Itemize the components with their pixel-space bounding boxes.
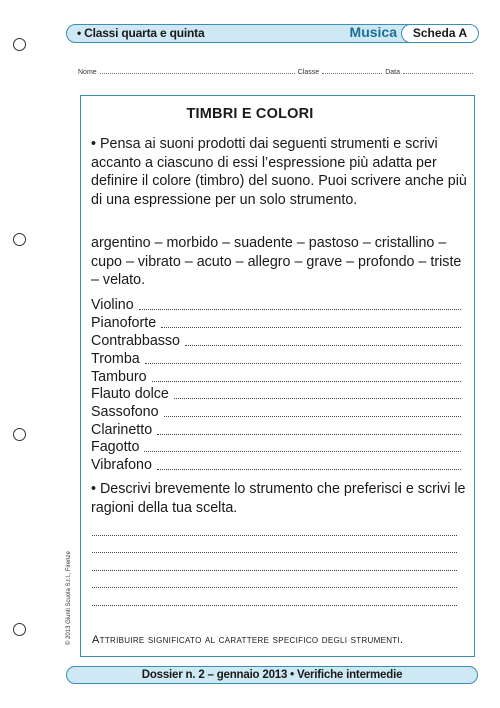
answer-line[interactable] [185, 345, 461, 346]
instrument-row [91, 367, 461, 385]
instruction-2: • Descrivi brevemente lo strumento che preferisci e scrivi le ragioni della tua scelta. [91, 481, 466, 516]
instrument-label: Tromba [91, 351, 140, 367]
answer-line[interactable] [144, 451, 461, 452]
instrument-label: Flauto dolce [91, 386, 169, 402]
word-list: argentino – morbido – suadente – pastoso – cristallino – cupo – vibrato – acuto – allegro – grave – profondo – triste – velato. [91, 235, 462, 288]
instruction-1: • Pensa ai suoni prodotti dai seguenti strumenti e scrivi accanto a ciascuno di essi l’espressione più adatta per definire il colore (timbro) del suono. Puoi scrivere anche più di una espressione per un solo strumento. [91, 136, 467, 208]
student-info-row [78, 64, 476, 76]
writing-line[interactable] [92, 569, 457, 571]
answer-line[interactable] [145, 363, 461, 364]
binder-hole [13, 623, 26, 636]
instrument-row [91, 384, 461, 402]
classes-label: • Classi quarta e quinta [77, 26, 205, 40]
sheet-badge: Scheda A [401, 24, 479, 43]
instrument-row [91, 402, 461, 420]
instrument-label: Tamburo [91, 369, 147, 385]
instrument-row [91, 455, 461, 473]
instrument-row [91, 313, 461, 331]
instrument-row [91, 437, 461, 455]
writing-line[interactable] [92, 604, 457, 606]
answer-line[interactable] [139, 309, 461, 310]
answer-line[interactable] [157, 434, 461, 435]
copyright-note: © 2013 Giunti Scuola S.r.l., Firenze [66, 551, 72, 645]
date-label: Data [385, 69, 400, 76]
date-field[interactable] [403, 72, 473, 74]
answer-line[interactable] [174, 398, 461, 399]
answer-line[interactable] [161, 327, 461, 328]
worksheet-title: TIMBRI E COLORI [186, 106, 314, 122]
answer-line[interactable] [164, 416, 461, 417]
instrument-row [91, 420, 461, 438]
instrument-label: Contrabbasso [91, 333, 181, 349]
instrument-label: Clarinetto [91, 422, 153, 438]
class-label: Classe [297, 69, 320, 76]
instrument-label: Pianoforte [91, 315, 157, 331]
header-bar [66, 24, 478, 43]
instrument-label: Violino [91, 297, 134, 313]
writing-line[interactable] [92, 534, 457, 536]
instrument-row [91, 331, 461, 349]
footer-bar [66, 666, 478, 684]
binder-hole [13, 233, 26, 246]
writing-line[interactable] [92, 586, 457, 588]
instrument-label: Fagotto [91, 439, 140, 455]
name-label: Nome [78, 69, 97, 76]
instrument-row [91, 349, 461, 367]
answer-line[interactable] [152, 381, 461, 382]
writing-line[interactable] [92, 551, 457, 553]
learning-objective: Attribuire significato al carattere specifico degli strumenti. [92, 634, 404, 646]
name-field[interactable] [100, 72, 295, 74]
class-field[interactable] [322, 72, 382, 74]
binder-hole [13, 428, 26, 441]
subject-label: Musica [349, 24, 397, 40]
binder-hole [13, 38, 26, 51]
footer-label: Dossier n. 2 – gennaio 2013 • Verifiche intermedie [141, 669, 403, 681]
instrument-row [91, 295, 461, 313]
instrument-label: Vibrafono [91, 457, 152, 473]
instrument-label: Sassofono [91, 404, 159, 420]
answer-line[interactable] [157, 469, 461, 470]
